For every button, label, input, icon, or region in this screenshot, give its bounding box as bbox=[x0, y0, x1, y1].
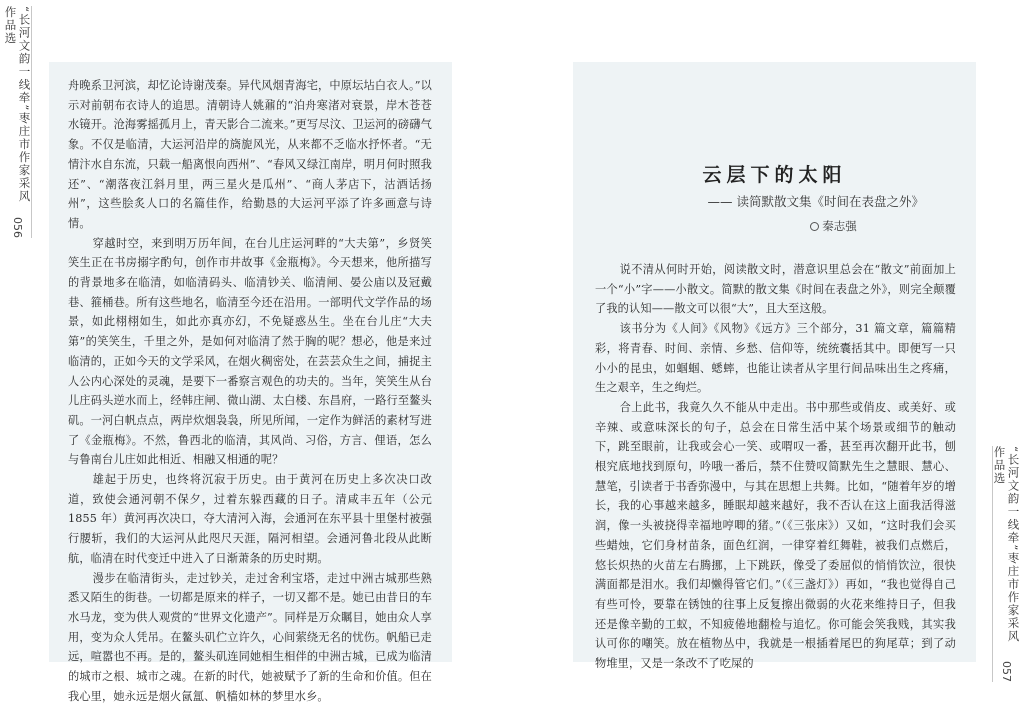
right-paragraph-1: 说不清从何时开始，阅读散文时，潜意识里总会在“散文”前面加上一个“小”字——小散文。简默的散文集《时间在表盘之外》，则完全颠覆了我的认知——散文可以很“大”，且大至这般。 bbox=[595, 263, 956, 316]
article-title: 云层下的太阳 bbox=[702, 164, 847, 186]
left-paragraph-1: 舟晚系卫河滨，却忆论诗谢茂秦。异代风烟青海宅，中原坛坫白衣人。”以示对前朝布衣诗人的追思。清朝诗人姚鼐的“泊舟寒渚对衰景，岸木苍苍水镜开。沧海雾摇孤月上，青天影合二流来。”更写尽汶、卫运河的磅礴气象。不仅是临清，大运河沿岸的旖旎风光，从来都不乏临水抒怀者。“无情汴水自东流，只载一船离恨向西州”、“春风又绿江南岸，明月何时照我还”、“潮落夜江斜月里，两三星火是瓜州”、“商人茅店下，沽酒话扬州”，这些脍炙人口的名篇佳作，给勤恳的大运河平添了许多画意与诗情。 bbox=[68, 79, 432, 230]
left-paragraph-4: 漫步在临清街头，走过钞关，走过舍利宝塔，走过中洲古城那些熟悉又陌生的街巷。一切都是原来的样子，一切又都不是。她已由昔日的车水马龙，变为供人观赏的“世界文化遗产”。同样是万众瞩目，她由众人享用，变为众人凭吊。在鳌头矶伫立许久，心间萦绕无名的忧伤。帆船已走远，喧嚣也不再。是的，鳌头矶连同她相生相伴的中洲古城，已成为临清的城市之根、城市之魂。在新的时代，她被赋予了新的生命和价值。但在我心里，她永远是烟火氤氲、帆樯如林的梦里水乡。 bbox=[68, 571, 432, 703]
running-header-left bbox=[4, 6, 32, 238]
article-author-line bbox=[573, 218, 976, 234]
right-paragraph-2: 该书分为《人间》《风物》《远方》三个部分，31 篇文章，篇篇精彩，将青春、时间、亲情、乡愁、信仰等，统统囊括其中。即便写一只小小的昆虫，如蝈蝈、蟋蟀，也能让读者从字里行间品味出生之疼痛，生之艰辛，生之绚烂。 bbox=[595, 322, 956, 395]
author-circle-icon bbox=[810, 222, 819, 231]
left-page bbox=[49, 62, 452, 703]
series-title-left: “长河文韵一线牵”枣庄市作家采风作品选 bbox=[3, 6, 32, 203]
article-body bbox=[595, 260, 956, 674]
left-paragraph-2: 穿越时空，来到明万历年间，在台儿庄运河畔的“大夫第”，乡贤笑笑生正在书房搦字酌句，创作市井故事《金瓶梅》。今天想来，他所描写的背景地多在临清，如临清码头、临清钞关、临清闸、晏公庙以及冠戴巷、箍桶巷。所有这些地名，临清至今还在沿用。一部明代文学作品的场景，如此栩栩如生，如此亦真亦幻，不免疑惑丛生。坐在台儿庄“大夫第”的笑笑生，千里之外，是如何对临清了然于胸的呢？想必，他是来过临清的，正如今天的文学采风，在烟火稠密处，在芸芸众生之间，捕捉主人公内心深处的灵魂，是要下一番察言观色的功夫的。当年，笑笑生从台儿庄码头逆水而上，经韩庄闸、微山湖、太白楼、东昌府，一路行至鳌头矶。一河白帆点点，两岸炊烟袅袅，所见所闻，一定作为鲜活的素材写进了《金瓶梅》。不然，鲁西北的临清，其风尚、习俗，方言、俚语，怎么与鲁南台儿庄如此相近、相融又相通的呢？ bbox=[68, 236, 432, 467]
running-header-right bbox=[992, 446, 1020, 682]
series-title-right: “长河文韵一线牵”枣庄市作家采风作品选 bbox=[992, 446, 1021, 643]
left-paragraph-3: 雄起于历史，也终将沉寂于历史。由于黄河在历史上多次决口改道，致使会通河朝不保夕，过着东躲西藏的日子。清咸丰五年（公元 1855 年）黄河再次决口，夺大清河入海，会通河在东平县十里堡村被强行腰斩，我们的大运河从此咫尺天涯，隔河相望。会通河鲁北段从此断航，临清在时代变迁中进入了日渐萧条的历史时期。 bbox=[68, 473, 432, 565]
article-subtitle: —— 读简默散文集《时间在表盘之外》 bbox=[707, 194, 924, 209]
right-paragraph-3: 合上此书，我竟久久不能从中走出。书中那些或俏皮、或美好、或辛辣、或意味深长的句子，总会在日常生活中某个场景或细节的触动下，跳至眼前，让我或会心一笑、或喟叹一番，甚至再次翻开此书，刨根究底地找到原句，吟哦一番后，禁不住赞叹简默先生之慧眼、慧心、慧笔，引读者于书香弥漫中，与其在思想上共舞。比如，“随着年岁的增长，我的心事越来越多，睡眠却越来越好，我不否认在这上面我活得滋润，像一头被挠得幸福地哼唧的猪。”（《三张床》）又如，“这时我们会买些蜡烛，它们身材苗条，面色红润，一律穿着红舞鞋，被我们点燃后，悠长炽热的火苗左右腾挪，上下跳跃，像受了委屈似的悄悄饮泣，很快满面都是泪水。我们却懒得管它们。”（《三盏灯》）再如，“我也觉得自己有些可怜，要靠在锈蚀的往事上反复擦出微弱的火花来维持日子，但我还是像辛勤的工蚁，不知疲倦地翻检与追忆。你可能会笑我贱，其实我认可你的嘲笑。放在植物丛中，我就是一根插着尾巴的狗尾草；到了动物堆里，又是一条改不了吃屎的 bbox=[595, 400, 956, 671]
page-number-left: 056 bbox=[11, 217, 24, 238]
page-number-right: 057 bbox=[1000, 661, 1013, 682]
article-author: 秦志强 bbox=[822, 219, 857, 233]
right-page bbox=[573, 62, 976, 671]
